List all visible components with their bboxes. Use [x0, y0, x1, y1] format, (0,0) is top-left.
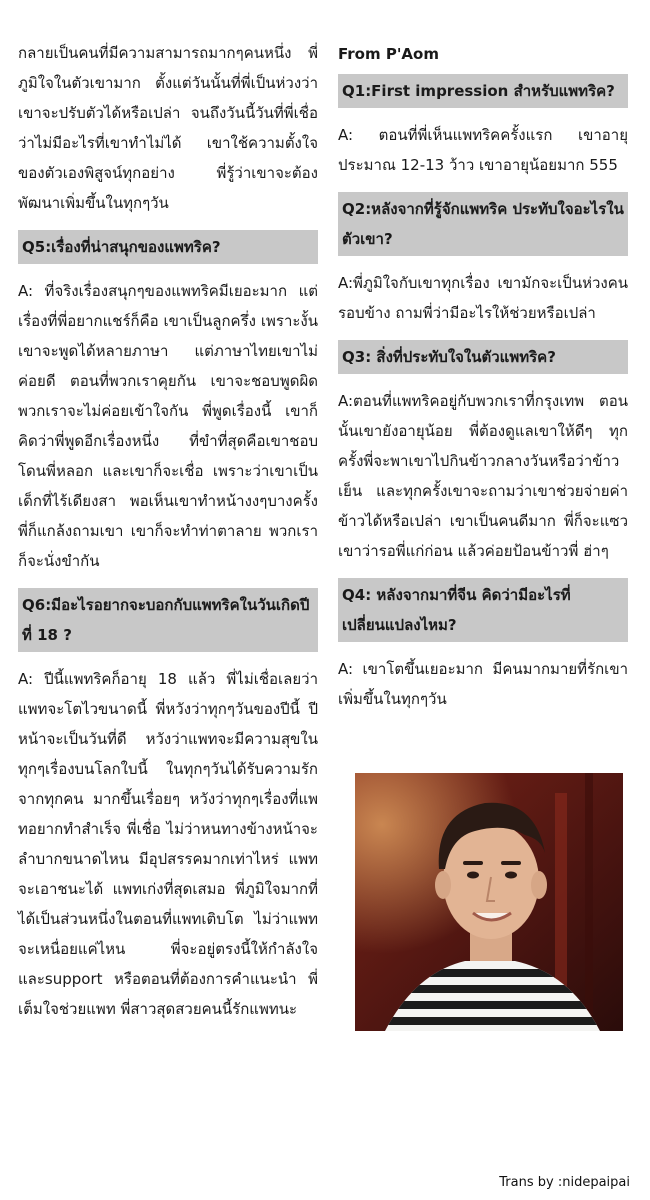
question-3-heading: Q3: สิ่งที่ประทับใจในตัวแพทริค?: [338, 340, 628, 374]
left-column: [18, 38, 318, 1024]
portrait-photo: [355, 773, 623, 1031]
answer-5-paragraph: A: ที่จริงเรื่องสนุกๆของแพทริคมีเยอะมาก แต่เรื่องที่พี่อยากแชร์ก็คือ เขาเป็นลูกครึ่ง เพราะงั้นเขาจะพูดได้หลายภาษา แต่ภาษาไทยเขาไม่ค่อยดี ตอนที่พวกเราคุยกัน เขาจะชอบพูดผิด พวกเราจะไม่ค่อยเข้าใจกัน พี่พูดเรื่องนี้ เขาก็คิดว่าพี่พูดอีกเรื่องหนึ่ง ที่ขำที่สุดคือเขาชอบโดนพี่หลอก และเขาก็จะเชื่อ เพราะว่าเขาเป็นเด็กที่ไร้เดียงสา พอเห็นเขาทำหน้างงๆบางครั้งพี่ก็แกล้งถามเขา เขาก็จะทำท่าตาลาย พวกเราก็จะนั่งขำกัน: [18, 282, 318, 570]
question-6-heading: Q6:มีอะไรอยากจะบอกกับแพทริคในวันเกิดปีที่ 18 ?: [18, 588, 318, 652]
from-label: From P'Aom: [338, 45, 439, 63]
answer-4-paragraph: A: เขาโตขึ้นเยอะมาก มีคนมากมายที่รักเขาเพิ่มขึ้นในทุกๆวัน: [338, 660, 628, 708]
portrait-illustration: [355, 773, 623, 1031]
answer-6-paragraph: A: ปีนี้แพทริคก็อายุ 18 แล้ว พี่ไม่เชื่อเลยว่าแพทจะโตไวขนาดนี้ พี่หวังว่าทุกๆวันของปีนี้ ปีหน้าจะเป็นวันที่ดี หวังว่าแพทจะมีความสุขในทุกๆเรื่องบนโลกใบนี้ ในทุกๆวันได้รับความรักจากทุกคน มากขึ้นเรื่อยๆ หวังว่าทุกๆเรื่องที่แพทอยากทำสำเร็จ พี่เชื่อ ไม่ว่าหนทางข้างหน้าจะลำบากขนาดไหน มีอุปสรรคมากเท่าไหร่ แพทจะเอาชนะได้ แพทเก่งที่สุดเสมอ พี่ภูมิใจมากที่ได้เป็นส่วนหนึ่งในตอนที่แพทเติบโต ไม่ว่าแพทจะเหนื่อยแค่ไหน พี่จะอยู่ตรงนี้ให้กำลังใจและsupport หรือตอนที่ต้องการคำแนะนำ พี่เต็มใจช่วยแพท พี่สาวสุดสวยคนนี้รักแพทนะ: [18, 670, 318, 1018]
translation-credit: Trans by :nidepaipai: [499, 1175, 630, 1190]
question-4-heading: Q4: หลังจากมาที่จีน คิดว่ามีอะไรที่เปลี่ยนแปลงไหม?: [338, 578, 628, 642]
answer-3-paragraph: A:ตอนที่แพทริคอยู่กับพวกเราที่กรุงเทพ ตอนนั้นเขายังอายุน้อย พี่ต้องดูแลเขาให้ดีๆ ทุกครั้งพี่จะพาเขาไปกินข้าวกลางวันหรือว่าข้าวเย็น และทุกครั้งเขาจะถามว่าเขาช่วยจ่ายค่าข้าวได้หรือเปล่า เขาเป็นคนดีมาก พี่ก็จะแซวเขาว่ารอพี่แก่ก่อน แล้วค่อยป้อนข้าวพี่ ฮ่าๆ: [338, 392, 628, 560]
question-2-heading: Q2:หลังจากที่รู้จักแพทริค ประทับใจอะไรในตัวเขา?: [338, 192, 628, 256]
answer-1-paragraph: A: ตอนที่พี่เห็นแพทริคครั้งแรก เขาอายุประมาณ 12-13 ว้าว เขาอายุน้อยมาก 555: [338, 126, 628, 174]
question-1-heading: Q1:First impression สำหรับแพทริค?: [338, 74, 628, 108]
right-column: [338, 38, 628, 714]
question-5-heading: Q5:เรื่องที่น่าสนุกของแพทริค?: [18, 230, 318, 264]
intro-paragraph: กลายเป็นคนที่มีความสามารถมากๆคนหนึ่ง พี่ภูมิใจในตัวเขามาก ตั้งแต่วันนั้นที่พี่เป็นห่วงว่าเขาจะปรับตัวได้หรือเปล่า จนถึงวันนี้วันที่พี่เชื่อว่าไม่มีอะไรที่เขาทำไม่ได้ เขาใช้ความตั้งใจของตัวเองพิสูจน์ทุกอย่าง พี่รู้ว่าเขาจะต้องพัฒนาเพิ่มขึ้นในทุกๆวัน: [18, 44, 318, 212]
answer-2-paragraph: A:พี่ภูมิใจกับเขาทุกเรื่อง เขามักจะเป็นห่วงคนรอบข้าง ถามพี่ว่ามีอะไรให้ช่วยหรือเปล่า: [338, 274, 628, 322]
